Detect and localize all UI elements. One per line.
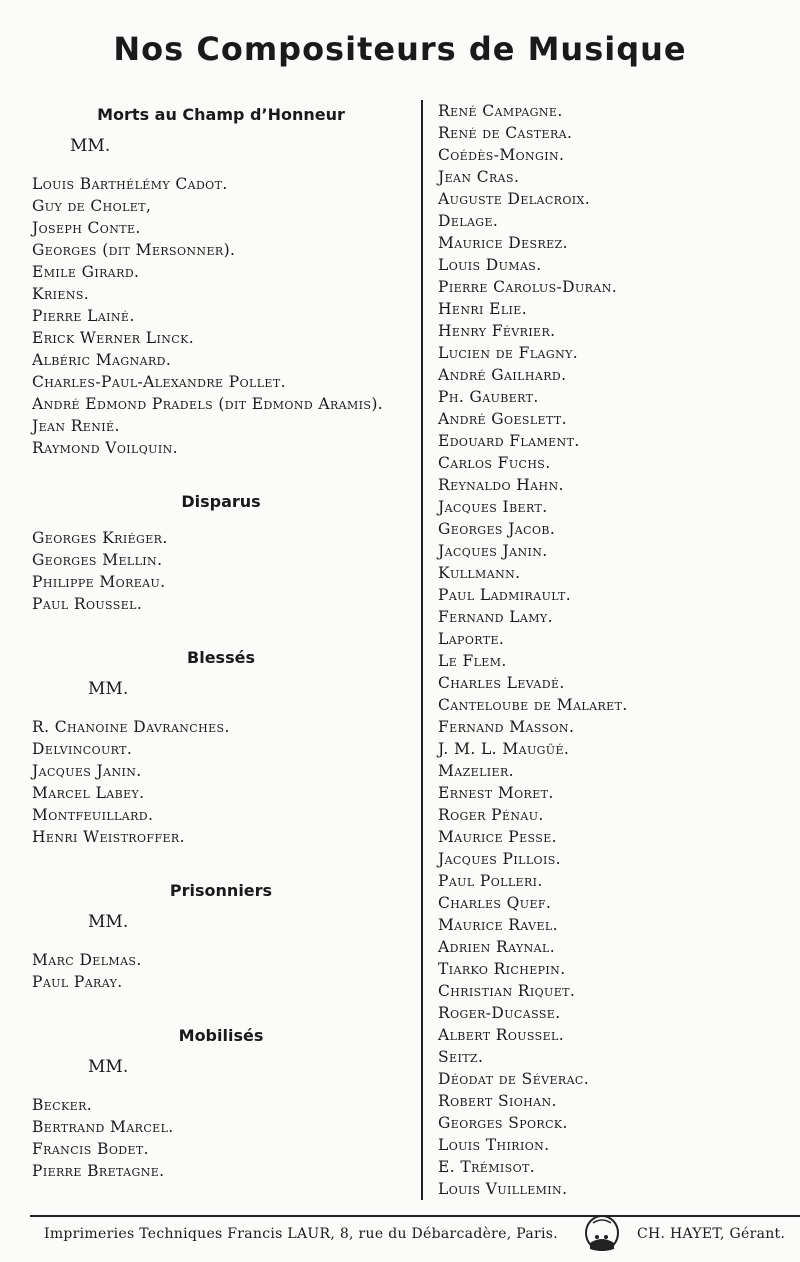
- list-item: Georges Kriéger.: [32, 529, 168, 547]
- list-item: Auguste Delacroix.: [438, 190, 591, 208]
- list-item: Jacques Pillois.: [438, 850, 561, 868]
- mm-label: MM.: [88, 1057, 129, 1077]
- list-item: Jacques Janin.: [438, 542, 548, 560]
- list-item: Ph. Gaubert.: [438, 388, 539, 406]
- mm-label: MM.: [70, 136, 111, 156]
- list-item: Francis Bodet.: [32, 1140, 149, 1158]
- list-item: Tiarko Richepin.: [438, 960, 566, 978]
- list-item: Emile Girard.: [32, 263, 140, 281]
- list-item: Joseph Conte.: [32, 219, 141, 237]
- list-item: Paul Ladmirault.: [438, 586, 572, 604]
- list-item: André Gailhard.: [438, 366, 567, 384]
- printer-credit: Imprimeries Techniques Francis LAUR, 8, rue du Débarcadère, Paris.: [44, 1226, 558, 1242]
- list-item: Louis Vuillemin.: [438, 1180, 568, 1198]
- list-item: Henri Elie.: [438, 300, 528, 318]
- list-item: Marcel Labey.: [32, 784, 145, 802]
- list-item: Pierre Carolus-Duran.: [438, 278, 618, 296]
- list-item: Jacques Janin.: [32, 762, 142, 780]
- list-item: Bertrand Marcel.: [32, 1118, 174, 1136]
- mm-label: MM.: [88, 912, 129, 932]
- list-item: Kriens.: [32, 285, 90, 303]
- list-item: Robert Siohan.: [438, 1092, 557, 1110]
- list-item: Paul Polleri.: [438, 872, 543, 890]
- list-item: Christian Riquet.: [438, 982, 576, 1000]
- list-item: Henri Weistroffer.: [32, 828, 185, 846]
- list-item: Roger Pénau.: [438, 806, 544, 824]
- list-item: Louis Barthélémy Cadot.: [32, 175, 228, 193]
- list-item: Edouard Flament.: [438, 432, 580, 450]
- footer-divider: [30, 1215, 800, 1217]
- list-item: Raymond Voilquin.: [32, 439, 178, 457]
- list-item: Becker.: [32, 1096, 93, 1114]
- list-item: Charles Levadé.: [438, 674, 565, 692]
- page-title: Nos Compositeurs de Musique: [113, 30, 687, 68]
- list-item: Philippe Moreau.: [32, 573, 166, 591]
- list-item: André Edmond Pradels (dit Edmond Aramis).: [32, 395, 384, 413]
- section-heading-mobilises: Mobilisés: [178, 1026, 264, 1045]
- list-item: Delvincourt.: [32, 740, 133, 758]
- list-item: Paul Paray.: [32, 973, 123, 991]
- list-item: Le Flem.: [438, 652, 507, 670]
- list-item: Carlos Fuchs.: [438, 454, 551, 472]
- list-item: Jacques Ibert.: [438, 498, 548, 516]
- section-heading-morts: Morts au Champ d’Honneur: [97, 105, 345, 124]
- list-item: Canteloube de Malaret.: [438, 696, 628, 714]
- list-item: Jean Cras.: [438, 168, 520, 186]
- list-item: Georges (dit Mersonner).: [32, 241, 236, 259]
- list-item: Fernand Lamy.: [438, 608, 553, 626]
- list-item: Paul Roussel.: [32, 595, 143, 613]
- list-item: Coédès-Mongin.: [438, 146, 565, 164]
- section-heading-blesses: Blessés: [187, 648, 255, 667]
- list-item: J. M. L. Maugüé.: [438, 740, 570, 758]
- list-item: Georges Jacob.: [438, 520, 556, 538]
- list-item: R. Chanoine Davranches.: [32, 718, 230, 736]
- left-column: [32, 100, 410, 1182]
- list-item: Georges Sporck.: [438, 1114, 568, 1132]
- list-item: Charles Quef.: [438, 894, 552, 912]
- list-item: Guy de Cholet,: [32, 197, 152, 215]
- section-heading-prisonniers: Prisonniers: [169, 881, 273, 900]
- list-item: Maurice Ravel.: [438, 916, 558, 934]
- list-item: Albert Roussel.: [438, 1026, 565, 1044]
- list-item: Fernand Masson.: [438, 718, 575, 736]
- column-divider: [421, 100, 423, 1200]
- list-item: Jean Renié.: [32, 417, 120, 435]
- list-item: Maurice Pesse.: [438, 828, 557, 846]
- mm-label: MM.: [88, 679, 129, 699]
- list-item: Adrien Raynal.: [438, 938, 556, 956]
- footer: [0, 1222, 800, 1252]
- list-item: René de Castera.: [438, 124, 573, 142]
- list-item: Mazelier.: [438, 762, 514, 780]
- list-item: Marc Delmas.: [32, 951, 142, 969]
- list-item: Roger-Ducasse.: [438, 1004, 561, 1022]
- list-item: Déodat de Séverac.: [438, 1070, 590, 1088]
- list-item: Pierre Bretagne.: [32, 1162, 165, 1180]
- list-item: E. Trémisot.: [438, 1158, 536, 1176]
- list-item: Laporte.: [438, 630, 505, 648]
- list-item: Lucien de Flagny.: [438, 344, 579, 362]
- list-item: Louis Dumas.: [438, 256, 542, 274]
- list-item: Erick Werner Linck.: [32, 329, 195, 347]
- list-item: Maurice Desrez.: [438, 234, 568, 252]
- list-item: Georges Mellin.: [32, 551, 163, 569]
- list-item: René Campagne.: [438, 102, 563, 120]
- right-column: [438, 100, 788, 1200]
- section-heading-disparus: Disparus: [181, 492, 261, 511]
- list-item: Ernest Moret.: [438, 784, 554, 802]
- list-item: Reynaldo Hahn.: [438, 476, 564, 494]
- list-item: Henry Février.: [438, 322, 556, 340]
- list-item: Kullmann.: [438, 564, 521, 582]
- list-item: André Goeslett.: [438, 410, 567, 428]
- list-item: Montfeuillard.: [32, 806, 154, 824]
- list-item: Delage.: [438, 212, 499, 230]
- list-item: Pierre Lainé.: [32, 307, 135, 325]
- list-item: Albéric Magnard.: [32, 351, 172, 369]
- list-item: Louis Thirion.: [438, 1136, 550, 1154]
- list-item: Charles-Paul-Alexandre Pollet.: [32, 373, 286, 391]
- list-item: Seitz.: [438, 1048, 484, 1066]
- printer-seal-icon: [583, 1213, 621, 1253]
- gerant-credit: CH. HAYET, Gérant.: [637, 1226, 786, 1242]
